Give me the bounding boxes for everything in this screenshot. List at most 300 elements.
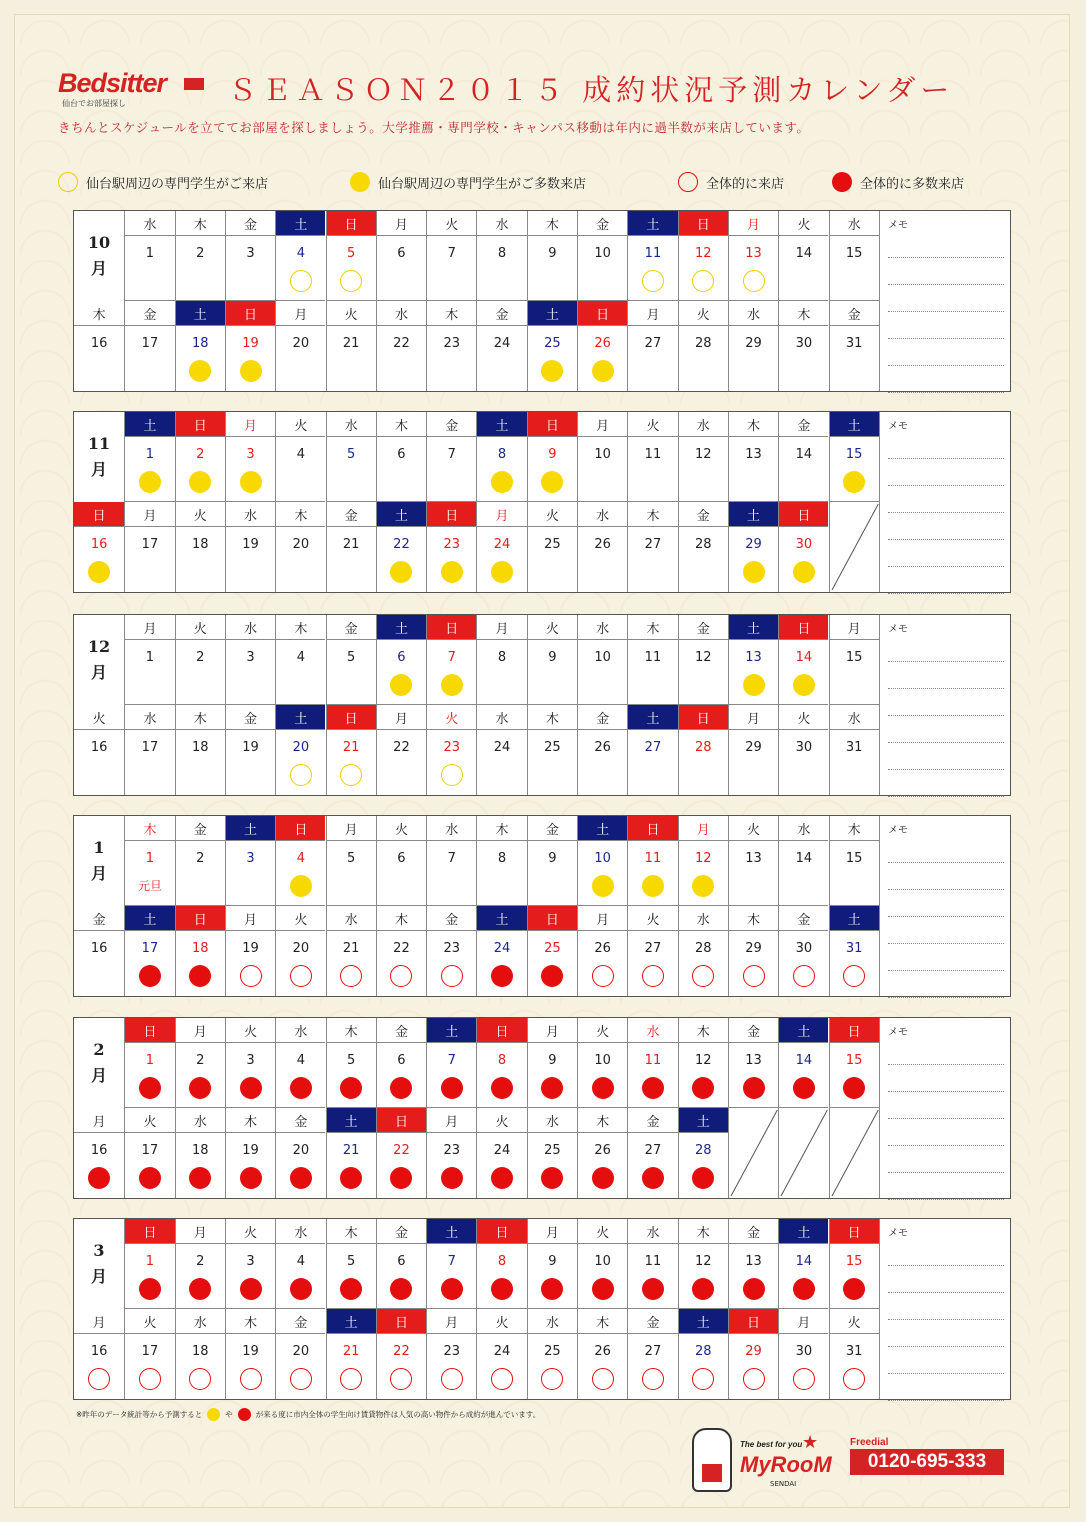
day-number: 18 (191, 336, 209, 351)
day-cell (627, 730, 677, 795)
month-number: 10 (87, 233, 111, 252)
header (58, 60, 1018, 140)
day-number: 10 (594, 246, 611, 261)
weekday-cell: 木 (627, 502, 677, 527)
weekday-cell: 土 (728, 502, 778, 527)
day-number: 24 (493, 1344, 511, 1359)
day-cell (326, 437, 376, 502)
weekday-cell: 日 (426, 502, 476, 527)
day-number: 19 (242, 336, 259, 351)
weekday-cell: 月 (527, 1219, 577, 1244)
visit-marker-icon (692, 1278, 714, 1300)
day-number: 24 (493, 941, 511, 956)
day-number: 13 (745, 246, 762, 261)
day-cell (326, 1133, 376, 1198)
day-cell (728, 1244, 778, 1309)
weekday-cell: 金 (376, 1018, 426, 1043)
memo-line (888, 311, 1004, 312)
day-number: 24 (493, 537, 511, 552)
day-cell (678, 931, 728, 996)
month-label (74, 816, 124, 906)
day-number: 6 (397, 851, 406, 866)
weekday-cell: 木 (275, 615, 325, 640)
day-number: 26 (594, 941, 611, 956)
day-number: 31 (845, 336, 863, 351)
day-number: 1 (145, 1254, 155, 1269)
day-cell (778, 1043, 828, 1108)
day-cell (275, 236, 325, 301)
day-number: 20 (292, 941, 310, 956)
weekday-cell: 金 (175, 816, 225, 841)
day-cell (829, 236, 879, 301)
day-number: 5 (347, 246, 356, 261)
memo-title: メモ (888, 624, 908, 635)
brand-tagline: The best for you (740, 1440, 803, 1449)
day-cell (476, 931, 526, 996)
weekday-cell: 日 (678, 705, 728, 730)
day-cell (74, 931, 124, 996)
day-cell (627, 841, 677, 906)
day-cell (175, 527, 225, 592)
weekday-cell: 金 (326, 502, 376, 527)
memo-line (888, 365, 1004, 366)
day-number: 30 (795, 336, 813, 351)
day-number: 1 (145, 851, 155, 866)
weekday-cell: 火 (225, 1219, 275, 1244)
visit-marker-icon (592, 1167, 614, 1189)
visit-marker-icon (390, 1368, 412, 1390)
holiday-note: 元旦 (137, 879, 162, 893)
footnote (76, 1408, 540, 1421)
day-cell (678, 326, 728, 391)
weekday-cell: 金 (326, 615, 376, 640)
day-number: 15 (845, 246, 863, 261)
memo-line (888, 1400, 1004, 1401)
memo-area[interactable] (879, 211, 1010, 391)
visit-marker-icon (441, 764, 463, 786)
day-number: 18 (191, 537, 209, 552)
day-cell (627, 236, 677, 301)
day-cell (225, 640, 275, 705)
day-number: 27 (644, 336, 662, 351)
day-cell (577, 1043, 627, 1108)
weekday-cell: 金 (275, 1108, 325, 1133)
day-number: 4 (296, 650, 305, 665)
day-number: 7 (447, 447, 456, 462)
visit-marker-icon (340, 1167, 362, 1189)
weekday-cell: 木 (426, 301, 476, 326)
weekday-cell: 土 (728, 615, 778, 640)
day-cell (829, 1244, 879, 1309)
yellow-dot-icon (207, 1408, 220, 1421)
day-cell (778, 236, 828, 301)
weekday-cell: 金 (225, 705, 275, 730)
memo-line (888, 1064, 1004, 1065)
day-cell (678, 730, 728, 795)
day-cell (829, 437, 879, 502)
memo-line (888, 1373, 1004, 1374)
visit-marker-icon (189, 360, 211, 382)
bedsitter-logo: Bedsitter (58, 68, 167, 98)
weekday-cell: 水 (678, 412, 728, 437)
memo-line (888, 485, 1004, 486)
day-cell (527, 640, 577, 705)
empty-day-cell (778, 1108, 828, 1198)
visit-marker-icon (290, 270, 312, 292)
day-number: 6 (397, 1254, 406, 1269)
day-cell (225, 1334, 275, 1399)
day-number: 23 (443, 1143, 461, 1158)
weekday-cell: 月 (74, 1108, 124, 1133)
memo-line (888, 458, 1004, 459)
day-number: 11 (644, 246, 662, 261)
weekday-cell: 月 (728, 705, 778, 730)
day-cell (326, 1244, 376, 1309)
weekday-cell: 月 (476, 615, 526, 640)
visit-marker-icon (491, 1368, 513, 1390)
day-cell (476, 730, 526, 795)
weekday-cell: 火 (829, 1309, 879, 1334)
legend-label: 全体的に多数来店 (860, 176, 965, 192)
weekday-cell: 土 (829, 906, 879, 931)
slash-icon (830, 502, 880, 592)
visit-marker-icon (88, 561, 110, 583)
memo-line (888, 1172, 1004, 1173)
day-number: 25 (544, 941, 561, 956)
weekday-cell: 水 (627, 1018, 677, 1043)
visit-marker-icon (139, 1167, 161, 1189)
weekday-cell: 金 (778, 906, 828, 931)
weekday-cell: 火 (175, 502, 225, 527)
day-cell (527, 1133, 577, 1198)
legend-marker-icon (678, 172, 698, 192)
weekday-cell: 水 (326, 906, 376, 931)
day-cell (376, 640, 426, 705)
weekday-cell: 火 (678, 301, 728, 326)
day-cell (527, 931, 577, 996)
visit-marker-icon (793, 1278, 815, 1300)
day-cell (577, 841, 627, 906)
day-number: 13 (745, 1254, 762, 1269)
visit-marker-icon (290, 875, 312, 897)
day-number: 4 (296, 851, 305, 866)
weekday-cell: 水 (326, 412, 376, 437)
weekday-cell: 水 (275, 1219, 325, 1244)
visit-marker-icon (793, 561, 815, 583)
day-number: 28 (694, 740, 712, 755)
day-cell (778, 527, 828, 592)
day-cell (426, 730, 476, 795)
day-number: 29 (745, 740, 762, 755)
visit-marker-icon (692, 965, 714, 987)
day-number: 19 (242, 537, 259, 552)
visit-marker-icon (541, 965, 563, 987)
memo-line (888, 1199, 1004, 1200)
weekday-cell: 金 (376, 1219, 426, 1244)
day-cell (577, 640, 627, 705)
month-label (74, 1018, 124, 1108)
weekday-cell: 土 (275, 211, 325, 236)
day-number: 30 (795, 740, 813, 755)
day-cell (426, 931, 476, 996)
visit-marker-icon (743, 1368, 765, 1390)
day-number: 13 (745, 447, 762, 462)
day-cell (74, 730, 124, 795)
weekday-cell: 木 (527, 705, 577, 730)
day-cell (829, 1043, 879, 1108)
visit-marker-icon (692, 1167, 714, 1189)
visit-marker-icon (491, 561, 513, 583)
visit-marker-icon (390, 965, 412, 987)
day-number: 13 (745, 1053, 762, 1068)
day-number: 8 (497, 650, 507, 665)
memo-title: メモ (888, 1027, 908, 1038)
weekday-cell: 日 (326, 705, 376, 730)
memo-line (888, 796, 1004, 797)
weekday-cell: 水 (476, 211, 526, 236)
day-number: 15 (845, 650, 863, 665)
day-cell (124, 730, 174, 795)
weekday-cell: 土 (678, 1108, 728, 1133)
visit-marker-icon (240, 1077, 262, 1099)
day-cell (124, 437, 174, 502)
weekday-cell: 日 (829, 1018, 879, 1043)
weekday-cell: 日 (426, 615, 476, 640)
weekday-cell: 土 (326, 1309, 376, 1334)
weekday-cell: 土 (225, 816, 275, 841)
myroom-brand (692, 1428, 842, 1498)
memo-line (888, 997, 1004, 998)
day-number: 10 (594, 1053, 611, 1068)
day-cell (326, 326, 376, 391)
weekday-cell: 金 (124, 301, 174, 326)
day-cell (829, 326, 879, 391)
memo-line (888, 742, 1004, 743)
visit-marker-icon (240, 360, 262, 382)
day-number: 20 (292, 1344, 310, 1359)
day-cell (225, 527, 275, 592)
day-cell (527, 1334, 577, 1399)
day-cell (275, 1334, 325, 1399)
day-number: 17 (141, 1344, 159, 1359)
day-number: 2 (196, 246, 205, 261)
day-number: 23 (443, 336, 461, 351)
phone-number[interactable]: 0120-695-333 (850, 1449, 1004, 1475)
memo-area[interactable] (879, 1018, 1010, 1198)
slash-icon (729, 1108, 779, 1198)
day-cell (175, 640, 225, 705)
day-cell (829, 931, 879, 996)
empty-day-cell (829, 502, 879, 592)
day-number: 29 (745, 336, 762, 351)
memo-area[interactable] (879, 615, 1010, 795)
memo-line (888, 338, 1004, 339)
day-cell (678, 527, 728, 592)
weekday-cell: 水 (426, 816, 476, 841)
memo-line (888, 862, 1004, 863)
weekday-cell: 木 (225, 1309, 275, 1334)
weekday-cell: 金 (577, 211, 627, 236)
day-number: 9 (548, 1053, 557, 1068)
legend (58, 172, 1018, 198)
visit-marker-icon (592, 360, 614, 382)
memo-line (888, 1145, 1004, 1146)
visit-marker-icon (189, 965, 211, 987)
memo-line (888, 566, 1004, 567)
weekday-cell: 月 (426, 1309, 476, 1334)
weekday-cell: 木 (678, 1018, 728, 1043)
weekday-cell: 火 (225, 1018, 275, 1043)
weekday-cell: 金 (476, 301, 526, 326)
visit-marker-icon (642, 1077, 664, 1099)
day-number: 9 (548, 447, 557, 462)
weekday-cell: 土 (577, 816, 627, 841)
legend-marker-icon (832, 172, 852, 192)
day-cell (476, 841, 526, 906)
visit-marker-icon (340, 1278, 362, 1300)
day-cell (778, 1244, 828, 1309)
weekday-cell: 金 (225, 211, 275, 236)
day-cell (476, 1043, 526, 1108)
day-number: 1 (145, 1053, 155, 1068)
weekday-cell: 木 (175, 211, 225, 236)
memo-line (888, 970, 1004, 971)
day-cell (577, 1334, 627, 1399)
memo-area[interactable] (879, 412, 1010, 592)
weekday-cell: 水 (778, 816, 828, 841)
day-number: 30 (795, 537, 813, 552)
day-number: 14 (795, 447, 813, 462)
day-cell (275, 1133, 325, 1198)
visit-marker-icon (240, 1278, 262, 1300)
day-cell (175, 236, 225, 301)
weekday-cell: 木 (225, 1108, 275, 1133)
day-cell (627, 640, 677, 705)
visit-marker-icon (743, 674, 765, 696)
day-cell (678, 236, 728, 301)
day-cell (829, 640, 879, 705)
weekday-cell: 金 (778, 412, 828, 437)
weekday-cell: 火 (275, 906, 325, 931)
visit-marker-icon (240, 1167, 262, 1189)
day-number: 26 (594, 336, 611, 351)
weekday-cell: 木 (728, 412, 778, 437)
weekday-cell: 土 (175, 301, 225, 326)
day-cell (326, 730, 376, 795)
day-number: 20 (292, 336, 310, 351)
memo-area[interactable] (879, 1219, 1010, 1399)
weekday-cell: 水 (527, 1108, 577, 1133)
visit-marker-icon (541, 1077, 563, 1099)
weekday-cell: 月 (225, 412, 275, 437)
day-cell (275, 527, 325, 592)
visit-marker-icon (692, 875, 714, 897)
day-number: 27 (644, 1143, 662, 1158)
visit-marker-icon (642, 965, 664, 987)
day-cell (476, 437, 526, 502)
weekday-cell: 土 (527, 301, 577, 326)
visit-marker-icon (541, 1278, 563, 1300)
day-number: 8 (497, 1254, 507, 1269)
day-cell (527, 1244, 577, 1309)
day-cell (728, 527, 778, 592)
weekday-cell: 土 (778, 1018, 828, 1043)
mascot-icon (692, 1428, 732, 1492)
weekday-cell: 火 (577, 1018, 627, 1043)
day-cell (627, 527, 677, 592)
day-cell (275, 730, 325, 795)
weekday-cell: 火 (527, 615, 577, 640)
day-number: 11 (644, 1254, 662, 1269)
legend-item (350, 172, 586, 192)
weekday-cell: 水 (577, 615, 627, 640)
weekday-cell: 水 (225, 502, 275, 527)
weekday-cell: 火 (627, 906, 677, 931)
weekday-cell: 金 (678, 615, 728, 640)
day-cell (376, 1133, 426, 1198)
freedial-label: Freedial (850, 1437, 889, 1448)
day-number: 2 (196, 851, 205, 866)
day-number: 14 (795, 1053, 813, 1068)
weekday-cell: 水 (175, 1108, 225, 1133)
day-cell (275, 437, 325, 502)
day-number: 11 (644, 447, 662, 462)
day-cell (778, 730, 828, 795)
weekday-cell: 土 (426, 1018, 476, 1043)
visit-marker-icon (139, 471, 161, 493)
day-cell (476, 1334, 526, 1399)
day-cell (225, 730, 275, 795)
month-unit: 月 (90, 460, 107, 479)
visit-marker-icon (390, 1077, 412, 1099)
day-number: 20 (292, 740, 310, 755)
weekday-cell: 水 (175, 1309, 225, 1334)
visit-marker-icon (340, 1077, 362, 1099)
memo-area[interactable] (879, 816, 1010, 996)
day-number: 21 (342, 740, 360, 755)
day-number: 31 (845, 941, 863, 956)
day-cell (627, 1133, 677, 1198)
memo-title: メモ (888, 825, 908, 836)
weekday-cell: 土 (627, 211, 677, 236)
day-number: 4 (296, 1053, 305, 1068)
day-number: 3 (246, 851, 255, 866)
day-number: 27 (644, 1344, 662, 1359)
visit-marker-icon (189, 471, 211, 493)
day-number: 24 (493, 740, 511, 755)
day-cell (326, 931, 376, 996)
visit-marker-icon (290, 965, 312, 987)
weekday-cell: 木 (778, 301, 828, 326)
weekday-cell: 月 (577, 412, 627, 437)
visit-marker-icon (642, 875, 664, 897)
visit-marker-icon (843, 471, 865, 493)
day-number: 10 (594, 1254, 611, 1269)
day-number: 16 (90, 336, 108, 351)
weekday-cell: 月 (426, 1108, 476, 1133)
month-label (74, 412, 124, 502)
day-number: 14 (795, 1254, 813, 1269)
day-cell (124, 931, 174, 996)
day-cell (829, 841, 879, 906)
visit-marker-icon (189, 1278, 211, 1300)
memo-line (888, 1265, 1004, 1266)
weekday-cell: 水 (124, 705, 174, 730)
visit-marker-icon (290, 1368, 312, 1390)
legend-marker-icon (350, 172, 370, 192)
day-number: 12 (694, 447, 712, 462)
day-cell (326, 841, 376, 906)
